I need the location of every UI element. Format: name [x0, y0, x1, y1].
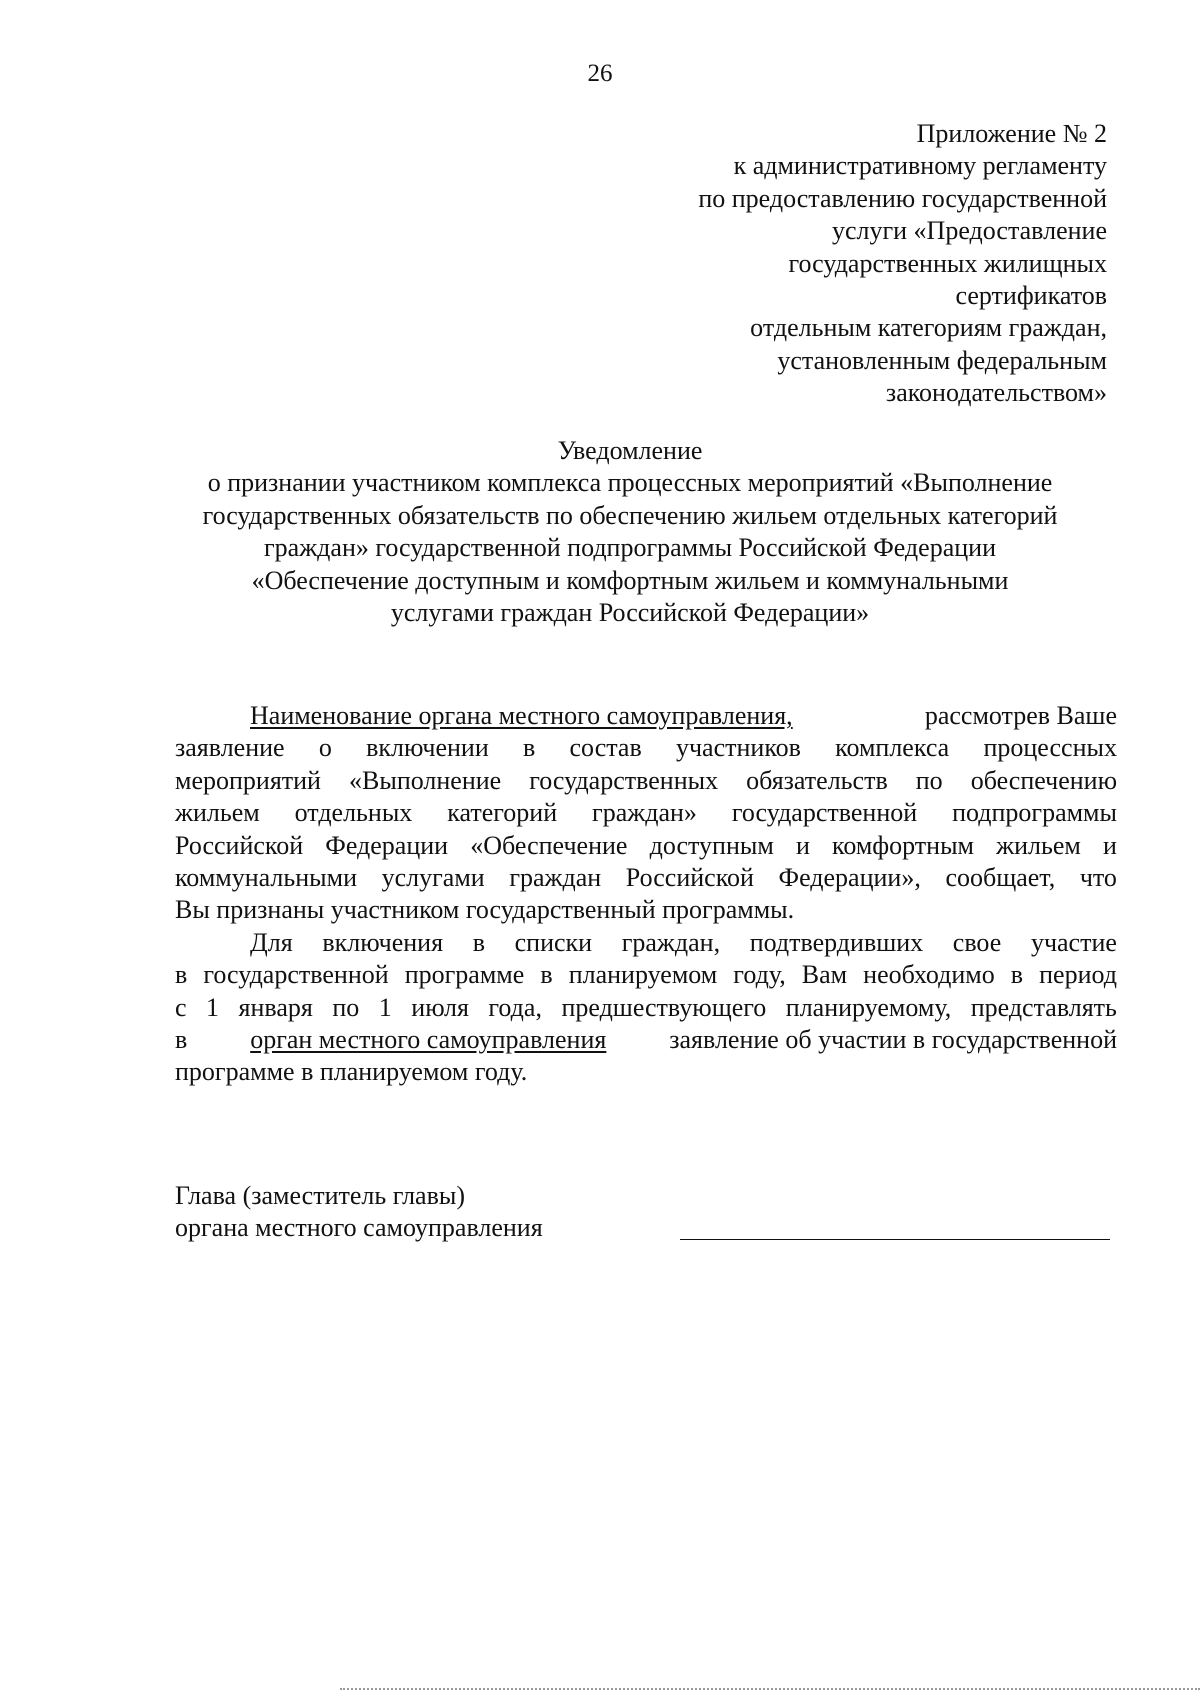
word: участников — [675, 733, 801, 763]
word: года, — [488, 992, 542, 1022]
word: Вам — [801, 960, 848, 990]
word: заявление — [175, 733, 285, 763]
appendix-line: к административному регламенту — [733, 151, 1107, 181]
word: государственной — [731, 798, 918, 828]
word: комплекса — [835, 733, 950, 763]
word: планируемом — [568, 960, 718, 990]
notice-body — [175, 700, 1117, 1089]
word: подпрограммы — [952, 798, 1117, 828]
body-line-with-underline — [175, 1024, 1117, 1056]
notice-subtitle-line: граждан» государственной подпрограммы Российской Федерации — [264, 533, 996, 563]
notice-subtitle-line: «Обеспечение доступным и комфортным жильем и коммунальными — [251, 565, 1009, 595]
word: по — [332, 992, 360, 1022]
word: в — [522, 733, 536, 763]
word: программе — [404, 960, 525, 990]
word: «Обеспечение — [470, 830, 628, 860]
word: с — [175, 992, 187, 1022]
word: что — [1079, 862, 1117, 892]
word: Российской — [175, 830, 304, 860]
word: государственных — [529, 765, 719, 795]
word: обязательств — [746, 765, 888, 795]
word: и — [795, 830, 810, 860]
body-text-fragment: в — [175, 1024, 188, 1054]
appendix-line: государственных жилищных — [788, 248, 1107, 278]
body-line — [175, 959, 1117, 991]
page-number: 26 — [587, 60, 613, 87]
word: процессных — [983, 733, 1117, 763]
word: граждан» — [592, 798, 697, 828]
body-line — [175, 797, 1117, 829]
appendix-line: законодательством» — [885, 378, 1107, 408]
word: в — [472, 927, 485, 957]
word: включения — [322, 927, 444, 957]
body-text-fragment: заявление об участии в государственной — [669, 1024, 1117, 1054]
appendix-line: по предоставлению государственной — [698, 183, 1107, 213]
word: мероприятий — [175, 765, 321, 795]
appendix-line: сертификатов — [955, 281, 1107, 311]
word: предшествующего — [561, 992, 767, 1022]
word: включении — [366, 733, 489, 763]
body-line — [175, 992, 1117, 1024]
appendix-line: услуги «Предоставление — [831, 216, 1107, 246]
word: коммунальными — [175, 862, 357, 892]
word: услугами — [381, 862, 485, 892]
word: свое — [952, 927, 1002, 957]
word: период — [1039, 960, 1117, 990]
paragraph-2-first-line — [175, 927, 1117, 959]
authority-name-placeholder: Наименование органа местного самоуправления, — [250, 701, 793, 730]
word: списки — [514, 927, 593, 957]
notice-subtitle-line: услугами граждан Российской Федерации» — [390, 598, 870, 628]
authority-placeholder: орган местного самоуправления — [250, 1024, 607, 1054]
word: состав — [569, 733, 642, 763]
body-line: Вы признаны участником государственный программы. — [175, 895, 795, 925]
word: подтвердивших — [749, 927, 924, 957]
word: июля — [411, 992, 469, 1022]
word: жильем — [996, 830, 1081, 860]
appendix-line: Приложение № 2 — [916, 119, 1107, 148]
word: доступным — [649, 830, 774, 860]
word: категорий — [447, 798, 558, 828]
word: по — [915, 765, 943, 795]
paragraph-1-first-line — [175, 700, 1117, 732]
word: Федерации», — [778, 862, 921, 892]
word: января — [238, 992, 313, 1022]
body-text-fragment: рассмотрев Ваше — [924, 701, 1117, 730]
word: обеспечению — [970, 765, 1117, 795]
word: граждан, — [621, 927, 721, 957]
word: участие — [1030, 927, 1117, 957]
word: 1 — [378, 992, 392, 1022]
word: о — [318, 733, 332, 763]
notice-title-block — [150, 435, 1110, 629]
body-line: программе в планируемом году. — [175, 1057, 528, 1087]
word: сообщает, — [945, 862, 1056, 892]
word: необходимо — [863, 960, 995, 990]
word: граждан — [509, 862, 602, 892]
word: планируемому, — [785, 992, 952, 1022]
word: в — [175, 960, 188, 990]
word: государственной — [203, 960, 389, 990]
body-line — [175, 732, 1117, 764]
notice-heading: Уведомление — [557, 436, 703, 465]
word: жильем — [175, 798, 260, 828]
signature-block — [175, 1180, 543, 1245]
notice-subtitle-line: государственных обязательств по обеспечению жильем отдельных категорий — [202, 500, 1058, 530]
body-line — [175, 862, 1117, 894]
signature-line — [680, 1239, 1110, 1240]
appendix-header — [547, 118, 1107, 410]
signatory-title-line: Глава (заместитель главы) — [175, 1181, 465, 1210]
word: Федерации — [325, 830, 449, 860]
word: в — [1010, 960, 1024, 990]
scan-edge-artifact — [340, 1688, 1200, 1690]
word: Для — [250, 927, 293, 957]
word: «Выполнение — [349, 765, 502, 795]
appendix-line: установленным федеральным — [777, 345, 1107, 375]
notice-subtitle-line: о признании участником комплекса процессных мероприятий «Выполнение — [207, 468, 1053, 498]
body-line — [175, 765, 1117, 797]
word: отдельных — [294, 798, 413, 828]
word: году, — [733, 960, 786, 990]
word: комфортным — [832, 830, 974, 860]
body-line — [175, 830, 1117, 862]
appendix-line: отдельным категориям граждан, — [750, 313, 1107, 343]
signatory-title-line: органа местного самоуправления — [175, 1213, 543, 1243]
word: в — [540, 960, 553, 990]
word: Российской — [625, 862, 754, 892]
word: представлять — [970, 992, 1117, 1022]
word: 1 — [206, 992, 220, 1022]
word: и — [1103, 830, 1117, 860]
